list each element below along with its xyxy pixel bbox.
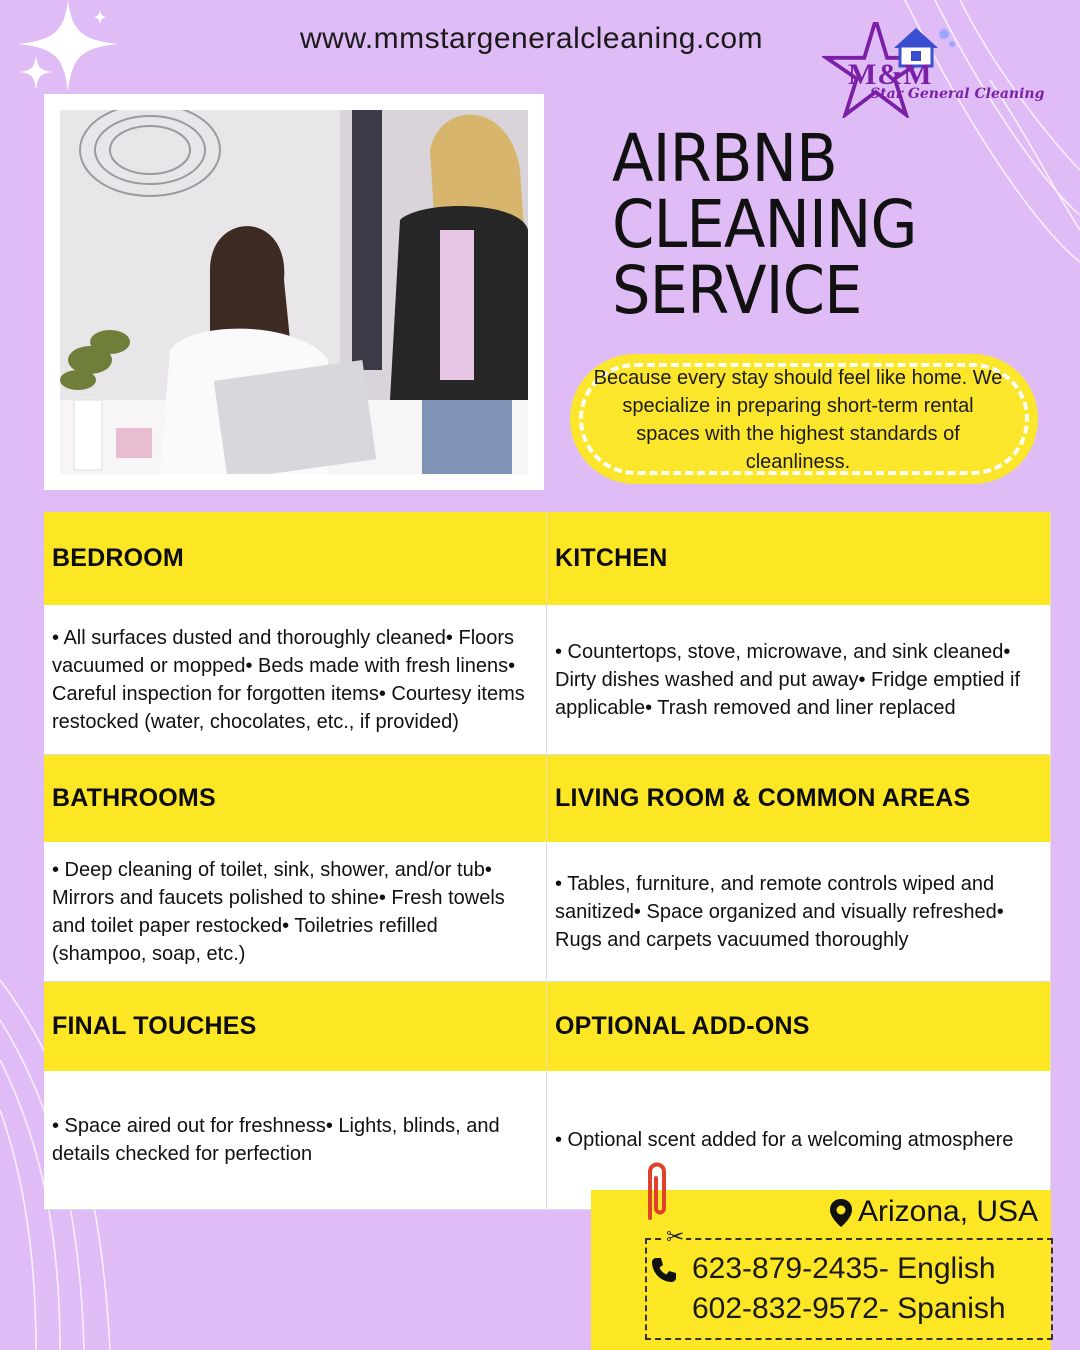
phone-spanish[interactable]: 602-832-9572- Spanish bbox=[692, 1292, 1006, 1325]
service-heading-kitchen: KITCHEN bbox=[547, 512, 1051, 605]
service-heading-optional-addons: OPTIONAL ADD-ONS bbox=[547, 982, 1051, 1071]
title-line-2: CLEANING bbox=[612, 186, 917, 263]
title-line-3: SERVICE bbox=[612, 252, 862, 329]
service-details-bedroom: • All surfaces dusted and thoroughly cleaned• Floors vacuumed or mopped• Beds made with fresh linens• Careful inspection for forgotten items• Courtesy items restocked (water, chocolates, etc., if provided) bbox=[44, 605, 547, 755]
website-url[interactable]: www.mmstargeneralcleaning.com bbox=[300, 22, 764, 55]
service-heading-final-touches: FINAL TOUCHES bbox=[44, 982, 547, 1071]
service-details-living-room: • Tables, furniture, and remote controls wiped and sanitized• Space organized and visually refreshed• Rugs and carpets vacuumed thoroughly bbox=[547, 842, 1051, 982]
service-details-optional-addons: • Optional scent added for a welcoming atmosphere bbox=[547, 1071, 1051, 1210]
service-heading-bedroom: BEDROOM bbox=[44, 512, 547, 605]
service-details-kitchen: • Countertops, stove, microwave, and sink cleaned• Dirty dishes washed and put away• Fridge emptied if applicable• Trash removed and liner replaced bbox=[547, 605, 1051, 755]
services-table bbox=[44, 512, 1051, 1210]
page-title bbox=[612, 120, 998, 329]
location-text: Arizona, USA bbox=[858, 1195, 1039, 1228]
logo-name: M&M bbox=[848, 58, 933, 91]
hero-photo-frame bbox=[44, 94, 544, 490]
hero-photo bbox=[60, 110, 528, 474]
tagline-text: Because every stay should feel like home. We specialize in preparing short-term rental spaces with the highest standards of cleanliness. bbox=[593, 367, 1003, 473]
logo-tagline: Star General Cleaning bbox=[870, 86, 1045, 102]
service-heading-bathrooms: BATHROOMS bbox=[44, 755, 547, 842]
phone-icon bbox=[650, 1256, 678, 1284]
scissors-icon: ✂ bbox=[666, 1224, 685, 1249]
title-line-1: AIRBNB bbox=[612, 120, 837, 197]
service-heading-living-room: LIVING ROOM & COMMON AREAS bbox=[547, 755, 1051, 842]
service-details-final-touches: • Space aired out for freshness• Lights, blinds, and details checked for perfection bbox=[44, 1071, 547, 1210]
service-details-bathrooms: • Deep cleaning of toilet, sink, shower, and/or tub• Mirrors and faucets polished to shine• Fresh towels and toilet paper restocked• Toiletries refilled (shampoo, soap, etc.) bbox=[44, 842, 547, 982]
phone-english[interactable]: 623-879-2435- English bbox=[692, 1252, 996, 1285]
paperclip-icon bbox=[640, 1158, 672, 1224]
sparkle-icon bbox=[18, 0, 118, 92]
location-pin-icon bbox=[830, 1199, 852, 1227]
